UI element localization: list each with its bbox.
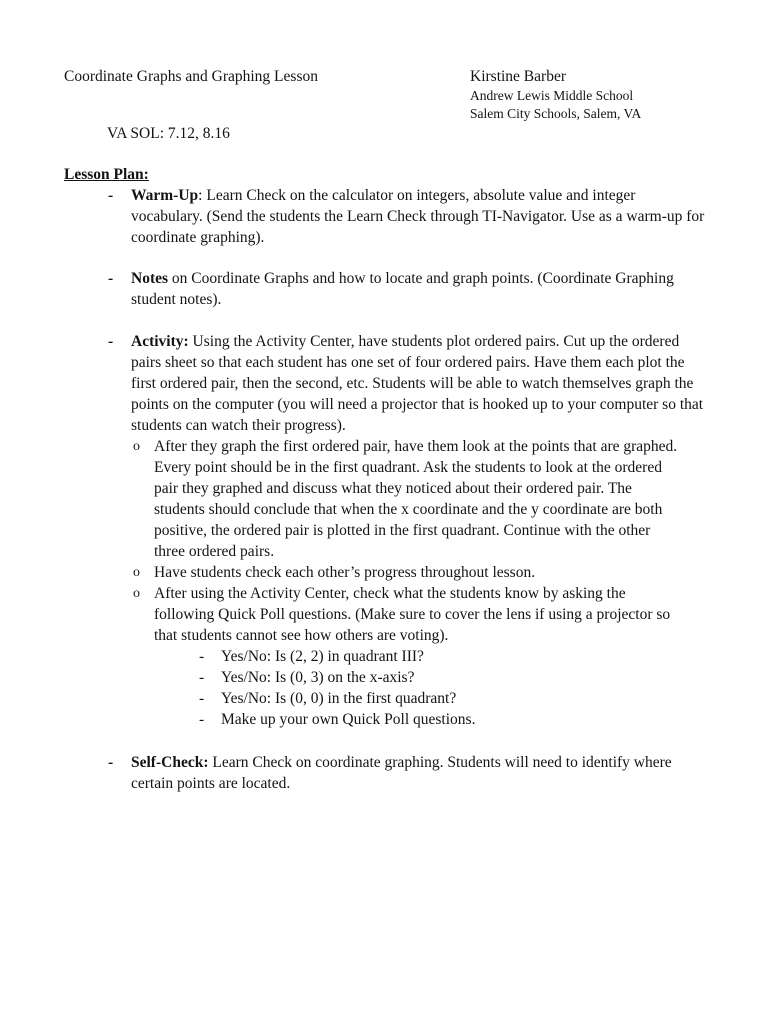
selfcheck-section bbox=[108, 752, 708, 794]
dash-bullet: - bbox=[108, 270, 114, 287]
activity-sub-item bbox=[133, 583, 685, 646]
sol-standards: VA SOL: 7.12, 8.16 bbox=[107, 125, 230, 142]
dash-bullet: - bbox=[199, 648, 205, 665]
dash-bullet: - bbox=[199, 711, 205, 728]
activity-sub-item bbox=[133, 436, 685, 562]
activity-label: Activity: bbox=[131, 333, 189, 350]
warmup-text: : Learn Check on the calculator on integers, absolute value and integer vocabulary. (Send the students the Learn Check through TI-Navigator. Use as a warm-up for coordinate graphing). bbox=[131, 187, 705, 246]
dash-bullet: - bbox=[199, 669, 205, 686]
sub-item-text: After they graph the first ordered pair, have them look at the points that are graphed. Every point should be in the first quadrant. Ask the students to look at the ordered pair they graphed and discuss what they noticed about their ordered pair. The students should conclude that when the x coordinate and the y coordinate are both positive, the ordered pair is plotted in the first quadrant. Continue with the other three ordered pairs. bbox=[154, 438, 678, 560]
poll-question bbox=[199, 709, 708, 730]
poll-question-text: Make up your own Quick Poll questions. bbox=[221, 711, 476, 728]
warmup-paragraph bbox=[131, 185, 708, 248]
dash-bullet: - bbox=[108, 333, 114, 350]
activity-text: Using the Activity Center, have students plot ordered pairs. Cut up the ordered pairs sheet so that each student has one set of four ordered pairs. Have them each plot the first ordered pair, then the second, etc. Students will be able to watch themselves graph the points on the computer (you will need a projector that is hooked up to your computer so that students can watch their progress). bbox=[131, 333, 704, 434]
circle-bullet-icon: o bbox=[133, 586, 140, 601]
poll-question-text: Yes/No: Is (0, 0) in the first quadrant? bbox=[221, 690, 457, 707]
activity-section bbox=[108, 331, 708, 730]
poll-question bbox=[199, 667, 708, 688]
notes-paragraph bbox=[131, 268, 708, 310]
dash-bullet: - bbox=[199, 690, 205, 707]
dash-bullet: - bbox=[108, 754, 114, 771]
poll-question bbox=[199, 646, 708, 667]
school-name: Andrew Lewis Middle School bbox=[470, 88, 634, 103]
document-title: Coordinate Graphs and Graphing Lesson bbox=[64, 68, 318, 85]
notes-label: Notes bbox=[131, 270, 169, 287]
school-district: Salem City Schools, Salem, VA bbox=[470, 106, 642, 121]
sub-item-text: Have students check each other’s progress throughout lesson. bbox=[154, 564, 536, 581]
lesson-plan-heading: Lesson Plan: bbox=[64, 166, 149, 183]
author-name: Kirstine Barber bbox=[470, 68, 566, 85]
circle-bullet-icon: o bbox=[133, 439, 140, 454]
poll-question bbox=[199, 688, 708, 709]
selfcheck-text: Learn Check on coordinate graphing. Students will need to identify where certain points are located. bbox=[131, 754, 672, 792]
selfcheck-paragraph bbox=[131, 752, 708, 794]
selfcheck-label: Self-Check: bbox=[131, 754, 209, 771]
poll-question-text: Yes/No: Is (2, 2) in quadrant III? bbox=[221, 648, 424, 665]
notes-text: on Coordinate Graphs and how to locate and graph points. (Coordinate Graphing student notes). bbox=[131, 270, 674, 308]
author-block bbox=[470, 66, 641, 123]
activity-paragraph bbox=[131, 331, 708, 436]
notes-section bbox=[108, 268, 708, 310]
activity-sub-item bbox=[133, 562, 685, 583]
circle-bullet-icon: o bbox=[133, 565, 140, 580]
warmup-label: Warm-Up bbox=[131, 187, 199, 204]
sub-item-text: After using the Activity Center, check what the students know by asking the following Quick Poll questions. (Make sure to cover the lens if using a projector so that students cannot see how others are voting). bbox=[154, 585, 671, 644]
dash-bullet: - bbox=[108, 187, 114, 204]
poll-question-text: Yes/No: Is (0, 3) on the x-axis? bbox=[221, 669, 415, 686]
warmup-section bbox=[108, 185, 708, 248]
